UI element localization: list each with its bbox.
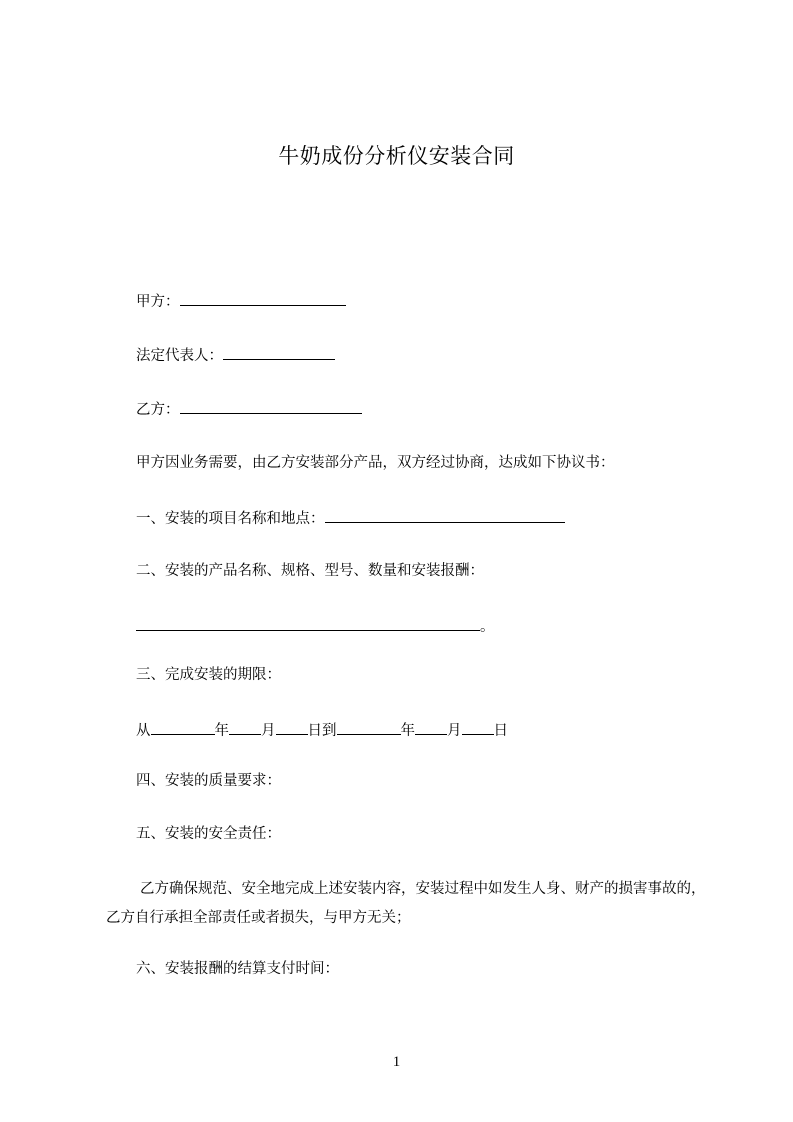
document-title: 牛奶成份分析仪安装合同 (278, 144, 515, 168)
period-year-1: 年 (214, 723, 229, 739)
safety-paragraph: 乙方确保规范、安全地完成上述安装内容，安装过程中如发生人身、财产的损害事故的，乙方自行承担全部责任或者损失，与甲方无关； (106, 881, 706, 926)
legal-rep-blank (223, 344, 335, 360)
section-3-heading: 三、完成安装的期限： (136, 667, 281, 683)
party-a-line (136, 290, 346, 312)
party-b-line (136, 398, 362, 420)
legal-rep-label: 法定代表人： (136, 348, 223, 364)
legal-rep-line (136, 344, 335, 366)
start-month-blank (229, 719, 261, 735)
period-year-2: 年 (400, 723, 415, 739)
period-line (136, 719, 508, 741)
section-2-fill-line (136, 615, 495, 637)
party-b-blank (180, 398, 362, 414)
section-6-heading: 六、安装报酬的结算支付时间： (136, 961, 339, 977)
section-1-heading: 一、安装的项目名称和地点： (136, 511, 325, 527)
section-2-blank (136, 615, 480, 631)
period-month-1: 月 (261, 723, 276, 739)
start-year-blank (151, 719, 215, 735)
party-b-label: 乙方： (136, 402, 180, 418)
intro-text: 甲方因业务需要，由乙方安装部分产品，双方经过协商，达成如下协议书： (136, 455, 615, 471)
party-a-label: 甲方： (136, 294, 180, 310)
period-from: 从 (136, 723, 151, 739)
page-number: 1 (392, 1054, 401, 1070)
party-a-blank (180, 290, 346, 306)
section-1-blank (325, 507, 565, 523)
section-2-end-mark: 。 (480, 619, 495, 635)
section-1-line (136, 507, 565, 529)
period-day-2: 日 (493, 723, 508, 739)
period-month-2: 月 (447, 723, 462, 739)
end-month-blank (415, 719, 447, 735)
section-5-heading: 五、安装的安全责任： (136, 826, 281, 842)
end-day-blank (462, 719, 494, 735)
period-day-to: 日到 (307, 723, 337, 739)
section-4-heading: 四、安装的质量要求： (136, 773, 281, 789)
start-day-blank (276, 719, 308, 735)
end-year-blank (337, 719, 401, 735)
section-2-heading: 二、安装的产品名称、规格、型号、数量和安装报酬： (136, 563, 484, 579)
